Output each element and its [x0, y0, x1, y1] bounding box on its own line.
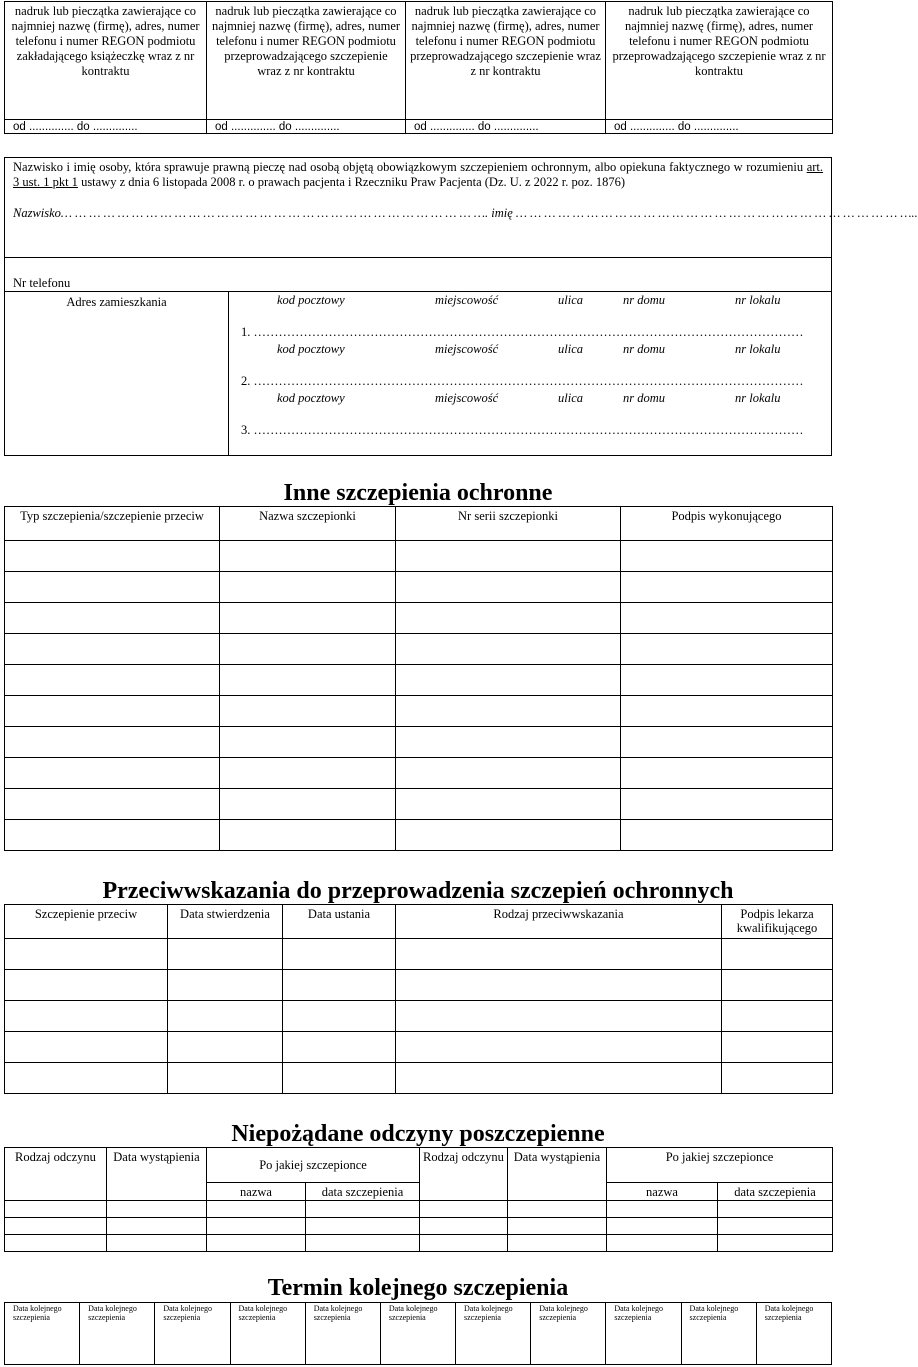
other-vaccines-table: [4, 506, 833, 851]
table-cell[interactable]: [396, 1032, 722, 1063]
table-cell[interactable]: [5, 665, 220, 696]
table-cell[interactable]: [5, 541, 220, 572]
table-cell[interactable]: [220, 603, 396, 634]
table-cell[interactable]: [718, 1218, 833, 1235]
next-vaccination-date-cell[interactable]: Data kolejnego szczepienia: [80, 1303, 155, 1365]
column-header: Podpis lekarza kwalifikującego: [722, 905, 833, 939]
stamp-cell: nadruk lub pieczątka zawierające co najmniej nazwę (firmę), adres, numer telefonu i numer REGON podmiotu przeprowadzającego szczepienie wraz z nr kontraktu: [606, 2, 833, 120]
table-cell[interactable]: [607, 1201, 718, 1218]
date-range-field[interactable]: od .............. do ..............: [5, 120, 207, 134]
next-vaccination-date-cell[interactable]: Data kolejnego szczepienia: [456, 1303, 531, 1365]
table-cell[interactable]: [718, 1201, 833, 1218]
address-line-1[interactable]: 1. ……………………………………………………………………………………………………………………: [241, 325, 804, 339]
table-row: [5, 1235, 833, 1252]
table-cell[interactable]: [5, 572, 220, 603]
column-header: Po jakiej szczepionce: [207, 1148, 420, 1183]
next-vaccination-date-cell[interactable]: Data kolejnego szczepienia: [5, 1303, 80, 1365]
table-cell[interactable]: [5, 634, 220, 665]
table-cell[interactable]: [5, 1218, 107, 1235]
table-cell[interactable]: [722, 1032, 833, 1063]
table-cell[interactable]: [107, 1235, 207, 1252]
law-reference-link[interactable]: art. 3 ust. 1 pkt 1: [13, 160, 823, 189]
table-cell[interactable]: [168, 1063, 283, 1094]
table-cell[interactable]: [168, 970, 283, 1001]
table-cell[interactable]: [396, 939, 722, 970]
next-vaccination-date-cell[interactable]: Data kolejnego szczepienia: [155, 1303, 230, 1365]
table-row: [5, 1001, 833, 1032]
city-label: miejscowość: [435, 293, 499, 307]
table-cell[interactable]: [396, 1063, 722, 1094]
table-cell[interactable]: [220, 634, 396, 665]
house-number-label: nr domu: [623, 342, 666, 356]
column-header: Data stwierdzenia: [168, 905, 283, 939]
table-cell[interactable]: [621, 820, 833, 851]
postal-code-label: kod pocztowy: [277, 293, 345, 307]
table-cell[interactable]: [396, 970, 722, 1001]
table-cell[interactable]: [283, 1032, 396, 1063]
table-row: [5, 634, 833, 665]
table-cell[interactable]: [220, 572, 396, 603]
table-cell[interactable]: [621, 665, 833, 696]
table-cell[interactable]: [508, 1201, 607, 1218]
table-cell[interactable]: [220, 665, 396, 696]
table-cell[interactable]: [220, 758, 396, 789]
table-cell[interactable]: [283, 1001, 396, 1032]
table-row: [5, 572, 833, 603]
next-vaccination-date-cell[interactable]: Data kolejnego szczepienia: [681, 1303, 756, 1365]
apartment-number-label: nr lokalu: [735, 293, 781, 307]
address-line-3[interactable]: 3. ……………………………………………………………………………………………………………………: [241, 423, 804, 437]
table-cell[interactable]: [420, 1235, 508, 1252]
street-label: ulica: [558, 391, 583, 405]
stamp-cell: nadruk lub pieczątka zawierające co najmniej nazwę (firmę), adres, numer telefonu i numer REGON podmiotu zakładającego książeczkę wraz z nr kontraktu: [5, 2, 207, 120]
guardian-section: [4, 157, 918, 456]
table-cell[interactable]: [5, 939, 168, 970]
table-cell[interactable]: [283, 1063, 396, 1094]
address-line-2[interactable]: 2. ……………………………………………………………………………………………………………………: [241, 374, 804, 388]
table-cell[interactable]: [283, 970, 396, 1001]
table-cell[interactable]: [607, 1235, 718, 1252]
table-cell[interactable]: [220, 820, 396, 851]
table-row: [5, 727, 833, 758]
column-header: nazwa: [207, 1183, 306, 1201]
table-cell[interactable]: [5, 696, 220, 727]
table-row: [5, 789, 833, 820]
next-vaccination-title: Termin kolejnego szczepienia: [267, 1275, 569, 1301]
table-cell[interactable]: [107, 1218, 207, 1235]
table-cell[interactable]: [722, 970, 833, 1001]
next-vaccination-date-cell[interactable]: Data kolejnego szczepienia: [380, 1303, 455, 1365]
table-cell[interactable]: [396, 789, 621, 820]
adverse-reactions-table: [4, 1147, 833, 1252]
table-cell[interactable]: [306, 1201, 420, 1218]
phone-label: Nr telefonu: [13, 276, 71, 290]
table-cell[interactable]: [396, 820, 621, 851]
table-cell[interactable]: [207, 1201, 306, 1218]
table-cell[interactable]: [396, 665, 621, 696]
table-cell[interactable]: [5, 727, 220, 758]
table-cell[interactable]: [396, 696, 621, 727]
next-vaccination-date-cell[interactable]: Data kolejnego szczepienia: [230, 1303, 305, 1365]
table-cell[interactable]: [207, 1218, 306, 1235]
next-vaccination-date-cell[interactable]: Data kolejnego szczepienia: [305, 1303, 380, 1365]
city-label: miejscowość: [435, 391, 499, 405]
contraindications-table: [4, 904, 833, 1094]
table-row: [5, 696, 833, 727]
table-cell[interactable]: [168, 1032, 283, 1063]
table-row: [5, 665, 833, 696]
table-cell[interactable]: [220, 789, 396, 820]
table-cell[interactable]: [396, 541, 621, 572]
table-cell[interactable]: [396, 727, 621, 758]
table-cell[interactable]: [283, 939, 396, 970]
table-cell[interactable]: [420, 1218, 508, 1235]
table-cell[interactable]: [5, 603, 220, 634]
next-vaccination-date-cell[interactable]: Data kolejnego szczepienia: [756, 1303, 831, 1365]
column-header: Nr serii szczepionki: [396, 507, 621, 541]
table-cell[interactable]: [168, 939, 283, 970]
apartment-number-label: nr lokalu: [735, 342, 781, 356]
table-cell[interactable]: [5, 970, 168, 1001]
stamp-cell: nadruk lub pieczątka zawierające co najmniej nazwę (firmę), adres, numer telefonu i numer REGON podmiotu przeprowadzającego szczepienie wraz z nr kontraktu: [406, 2, 606, 120]
date-range-field[interactable]: od .............. do ..............: [406, 120, 606, 134]
address-row-3[interactable]: [241, 391, 827, 441]
table-cell[interactable]: [5, 789, 220, 820]
column-header: data szczepienia: [306, 1183, 420, 1201]
table-cell[interactable]: [621, 634, 833, 665]
table-cell[interactable]: [107, 1201, 207, 1218]
table-cell[interactable]: [621, 541, 833, 572]
table-cell[interactable]: [306, 1235, 420, 1252]
table-cell[interactable]: [168, 1001, 283, 1032]
phone-field[interactable]: [5, 258, 832, 292]
table-row: [5, 1032, 833, 1063]
table-cell[interactable]: [621, 789, 833, 820]
guardian-intro-text: Nazwisko i imię osoby, która sprawuje prawną pieczę nad osobą objętą obowiązkowym szczepieniem ochronnym, albo opiekuna faktycznego w rozumieniu: [13, 160, 807, 174]
address-label: Adres zamieszkania: [5, 292, 229, 456]
table-cell[interactable]: [396, 572, 621, 603]
column-header: Typ szczepienia/szczepienie przeciw: [5, 507, 220, 541]
table-row: [5, 1201, 833, 1218]
address-row-1[interactable]: [241, 293, 827, 343]
table-row: [5, 820, 833, 851]
table-row: [5, 758, 833, 789]
table-row: [5, 939, 833, 970]
column-header: Data wystąpienia: [107, 1148, 207, 1201]
contraindications-title: Przeciwwskazania do przeprowadzenia szczepień ochronnych: [102, 878, 734, 904]
table-cell[interactable]: [207, 1235, 306, 1252]
other-vaccines-title: Inne szczepienia ochronne: [283, 480, 553, 506]
table-cell[interactable]: [722, 1001, 833, 1032]
city-label: miejscowość: [435, 342, 499, 356]
table-cell[interactable]: [508, 1235, 607, 1252]
next-vaccination-date-cell[interactable]: Data kolejnego szczepienia: [531, 1303, 606, 1365]
stamp-cell: nadruk lub pieczątka zawierające co najmniej nazwę (firmę), adres, numer telefonu i numer REGON podmiotu przeprowadzającego szczepienie wraz z nr kontraktu: [207, 2, 406, 120]
guardian-intro: [5, 158, 918, 258]
column-header: Szczepienie przeciw: [5, 905, 168, 939]
column-header: Rodzaj przeciwwskazania: [396, 905, 722, 939]
adverse-reactions-title: Niepożądane odczyny poszczepienne: [231, 1121, 605, 1147]
table-cell[interactable]: [5, 1001, 168, 1032]
table-cell[interactable]: [306, 1218, 420, 1235]
column-header: nazwa: [607, 1183, 718, 1201]
table-cell[interactable]: [621, 696, 833, 727]
guardian-intro-text-2: ustawy z dnia 6 listopada 2008 r. o prawach pacjenta i Rzeczniku Praw Pacjenta (Dz. U. z 2022 r. poz. 1876): [77, 175, 625, 189]
house-number-label: nr domu: [623, 293, 666, 307]
column-header: Po jakiej szczepionce: [607, 1148, 833, 1183]
table-cell[interactable]: [5, 1201, 107, 1218]
table-row: [5, 603, 833, 634]
street-label: ulica: [558, 342, 583, 356]
column-header: Nazwa szczepionki: [220, 507, 396, 541]
postal-code-label: kod pocztowy: [277, 391, 345, 405]
street-label: ulica: [558, 293, 583, 307]
name-fields-line[interactable]: Nazwisko… … … … … … … … … … … … … … … … … … … … … … … … … … … … … …. imię … … … … … … … … … … … … … … … … … … … … … … … … … … … …..: [13, 206, 918, 220]
postal-code-label: kod pocztowy: [277, 342, 345, 356]
table-cell[interactable]: [5, 1235, 107, 1252]
table-cell[interactable]: [220, 541, 396, 572]
table-cell[interactable]: [396, 634, 621, 665]
table-cell[interactable]: [5, 1032, 168, 1063]
table-cell[interactable]: [5, 1063, 168, 1094]
table-cell[interactable]: [722, 1063, 833, 1094]
table-cell[interactable]: [396, 758, 621, 789]
column-header: Data ustania: [283, 905, 396, 939]
next-vaccination-table: [4, 1302, 832, 1365]
table-cell[interactable]: [722, 939, 833, 970]
table-cell[interactable]: [621, 727, 833, 758]
table-row: [5, 1218, 833, 1235]
table-cell[interactable]: [396, 1001, 722, 1032]
house-number-label: nr domu: [623, 391, 666, 405]
date-range-field[interactable]: od .............. do ..............: [606, 120, 833, 134]
table-cell[interactable]: [220, 727, 396, 758]
table-cell[interactable]: [220, 696, 396, 727]
column-header: Podpis wykonującego: [621, 507, 833, 541]
table-cell[interactable]: [621, 572, 833, 603]
table-row: [5, 1063, 833, 1094]
column-header: data szczepienia: [718, 1183, 833, 1201]
address-fields: [229, 292, 832, 456]
address-row-2[interactable]: [241, 342, 827, 392]
table-cell[interactable]: [718, 1235, 833, 1252]
next-vaccination-date-cell[interactable]: Data kolejnego szczepienia: [606, 1303, 681, 1365]
date-range-field[interactable]: od .............. do ..............: [207, 120, 406, 134]
table-row: [5, 970, 833, 1001]
table-cell[interactable]: [607, 1218, 718, 1235]
apartment-number-label: nr lokalu: [735, 391, 781, 405]
table-cell[interactable]: [396, 603, 621, 634]
stamp-table: [4, 1, 833, 134]
table-cell[interactable]: [5, 820, 220, 851]
table-cell[interactable]: [621, 603, 833, 634]
table-cell[interactable]: [420, 1201, 508, 1218]
table-cell[interactable]: [508, 1218, 607, 1235]
column-header: Data wystąpienia: [508, 1148, 607, 1201]
table-row: [5, 541, 833, 572]
table-cell[interactable]: [5, 758, 220, 789]
column-header: Rodzaj odczynu: [420, 1148, 508, 1201]
table-cell[interactable]: [621, 758, 833, 789]
column-header: Rodzaj odczynu: [5, 1148, 107, 1201]
